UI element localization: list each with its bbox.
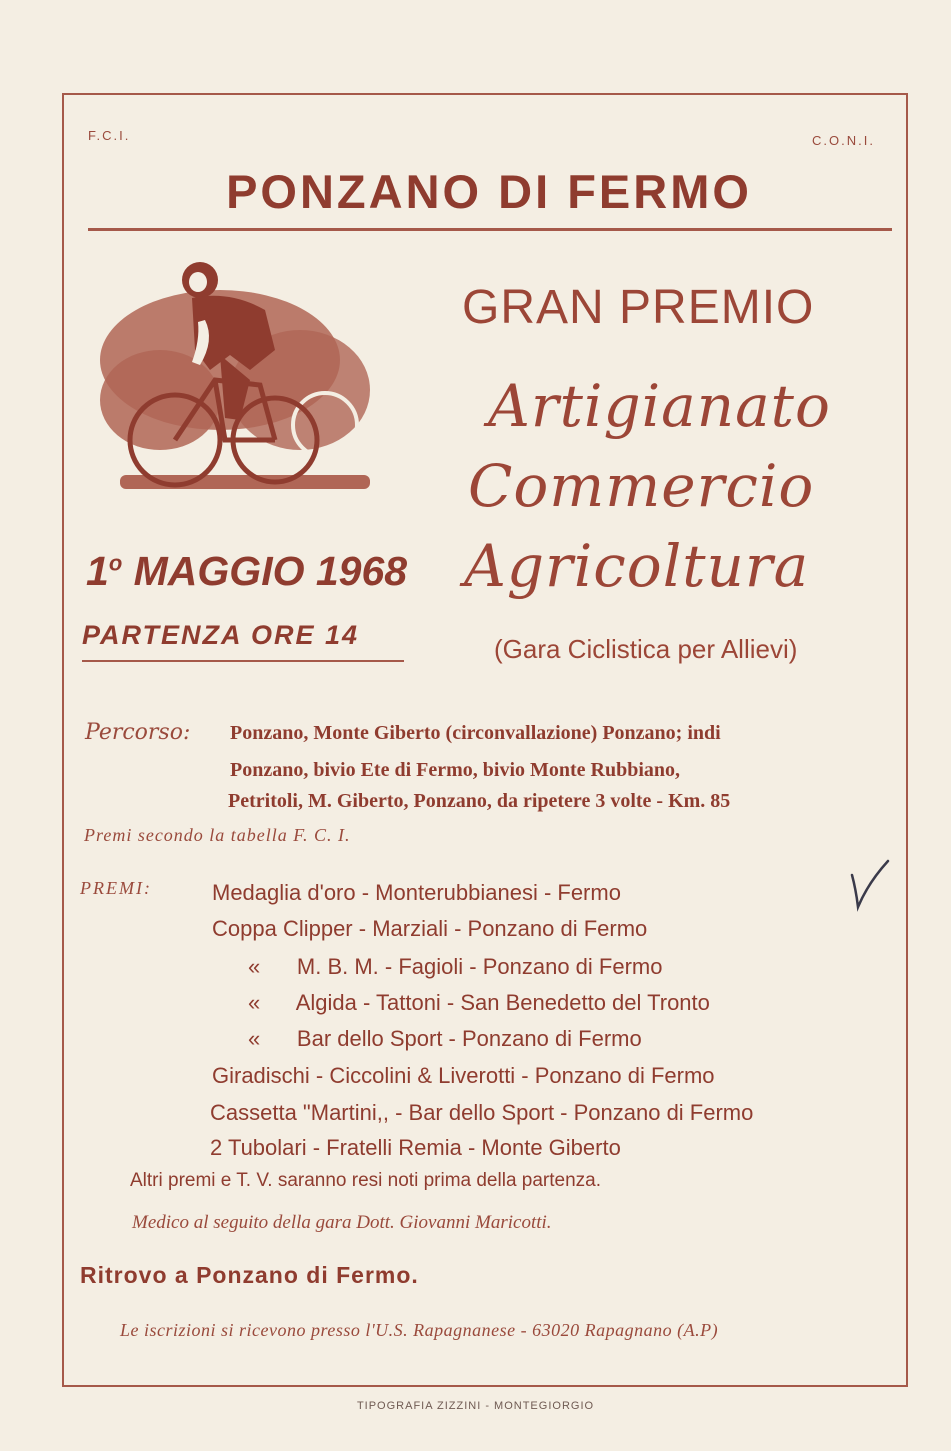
registration-info: Le iscrizioni si ricevono presso l'U.S. Rapagnanese - 63020 Rapagnano (A.P) — [120, 1320, 719, 1340]
route-line: Ponzano, bivio Ete di Fermo, bivio Monte Rubbiano, — [230, 759, 681, 781]
other-prizes-note: Altri premi e T. V. saranno resi noti prima della partenza. — [130, 1170, 602, 1191]
prize-item: Coppa Clipper - Marziali - Ponzano di Fermo — [212, 916, 648, 941]
date-month-year: MAGGIO 1968 — [122, 548, 408, 594]
prize-item: Giradischi - Ciccolini & Liverotti - Ponzano di Fermo — [212, 1063, 715, 1088]
printer-credit: TIPOGRAFIA ZIZZINI - MONTEGIORGIO — [356, 1400, 595, 1412]
prize-item: « M. B. M. - Fagioli - Ponzano di Fermo — [248, 954, 663, 979]
start-underline — [82, 660, 404, 662]
date-ordinal: o — [108, 550, 123, 576]
event-name-line-1: Artigianato — [488, 372, 831, 440]
event-name-line-3: Agricoltura — [464, 532, 810, 600]
route-label: Percorso: — [85, 720, 191, 745]
prize-item: Medaglia d'oro - Monterubbianesi - Fermo — [212, 880, 621, 905]
coni-label: C.O.N.I. — [812, 133, 875, 148]
prize-item: « Bar dello Sport - Ponzano di Fermo — [248, 1026, 642, 1051]
route-line: Petritoli, M. Giberto, Ponzano, da ripetere 3 volte - Km. 85 — [228, 790, 731, 812]
prizes-label: PREMI: — [80, 878, 152, 898]
checkmark-icon — [842, 855, 892, 915]
date-day: 1 — [86, 548, 109, 594]
prize-item: « Algida - Tattoni - San Benedetto del Tronto — [248, 990, 710, 1015]
gran-premio-heading: GRAN PREMIO — [462, 281, 815, 334]
prize-item: Cassetta "Martini,, - Bar dello Sport - Ponzano di Fermo — [210, 1100, 754, 1125]
route-line: Ponzano, Monte Giberto (circonvallazione) Ponzano; indi — [230, 722, 721, 744]
event-name-line-2: Commercio — [468, 452, 815, 520]
fci-label: F.C.I. — [88, 128, 131, 143]
prizes-note: Premi secondo la tabella F. C. I. — [84, 825, 351, 845]
page-title: PONZANO DI FERMO — [226, 165, 752, 218]
title-underline — [88, 228, 892, 231]
cyclists-illustration — [100, 250, 385, 510]
start-time: PARTENZA ORE 14 — [82, 620, 360, 650]
meeting-point: Ritrovo a Ponzano di Fermo. — [80, 1262, 419, 1288]
doctor-note: Medico al seguito della gara Dott. Giovanni Maricotti. — [132, 1212, 552, 1233]
event-subtitle: (Gara Ciclistica per Allievi) — [494, 634, 798, 664]
prize-item: 2 Tubolari - Fratelli Remia - Monte Giberto — [210, 1135, 621, 1160]
event-date — [86, 548, 407, 595]
